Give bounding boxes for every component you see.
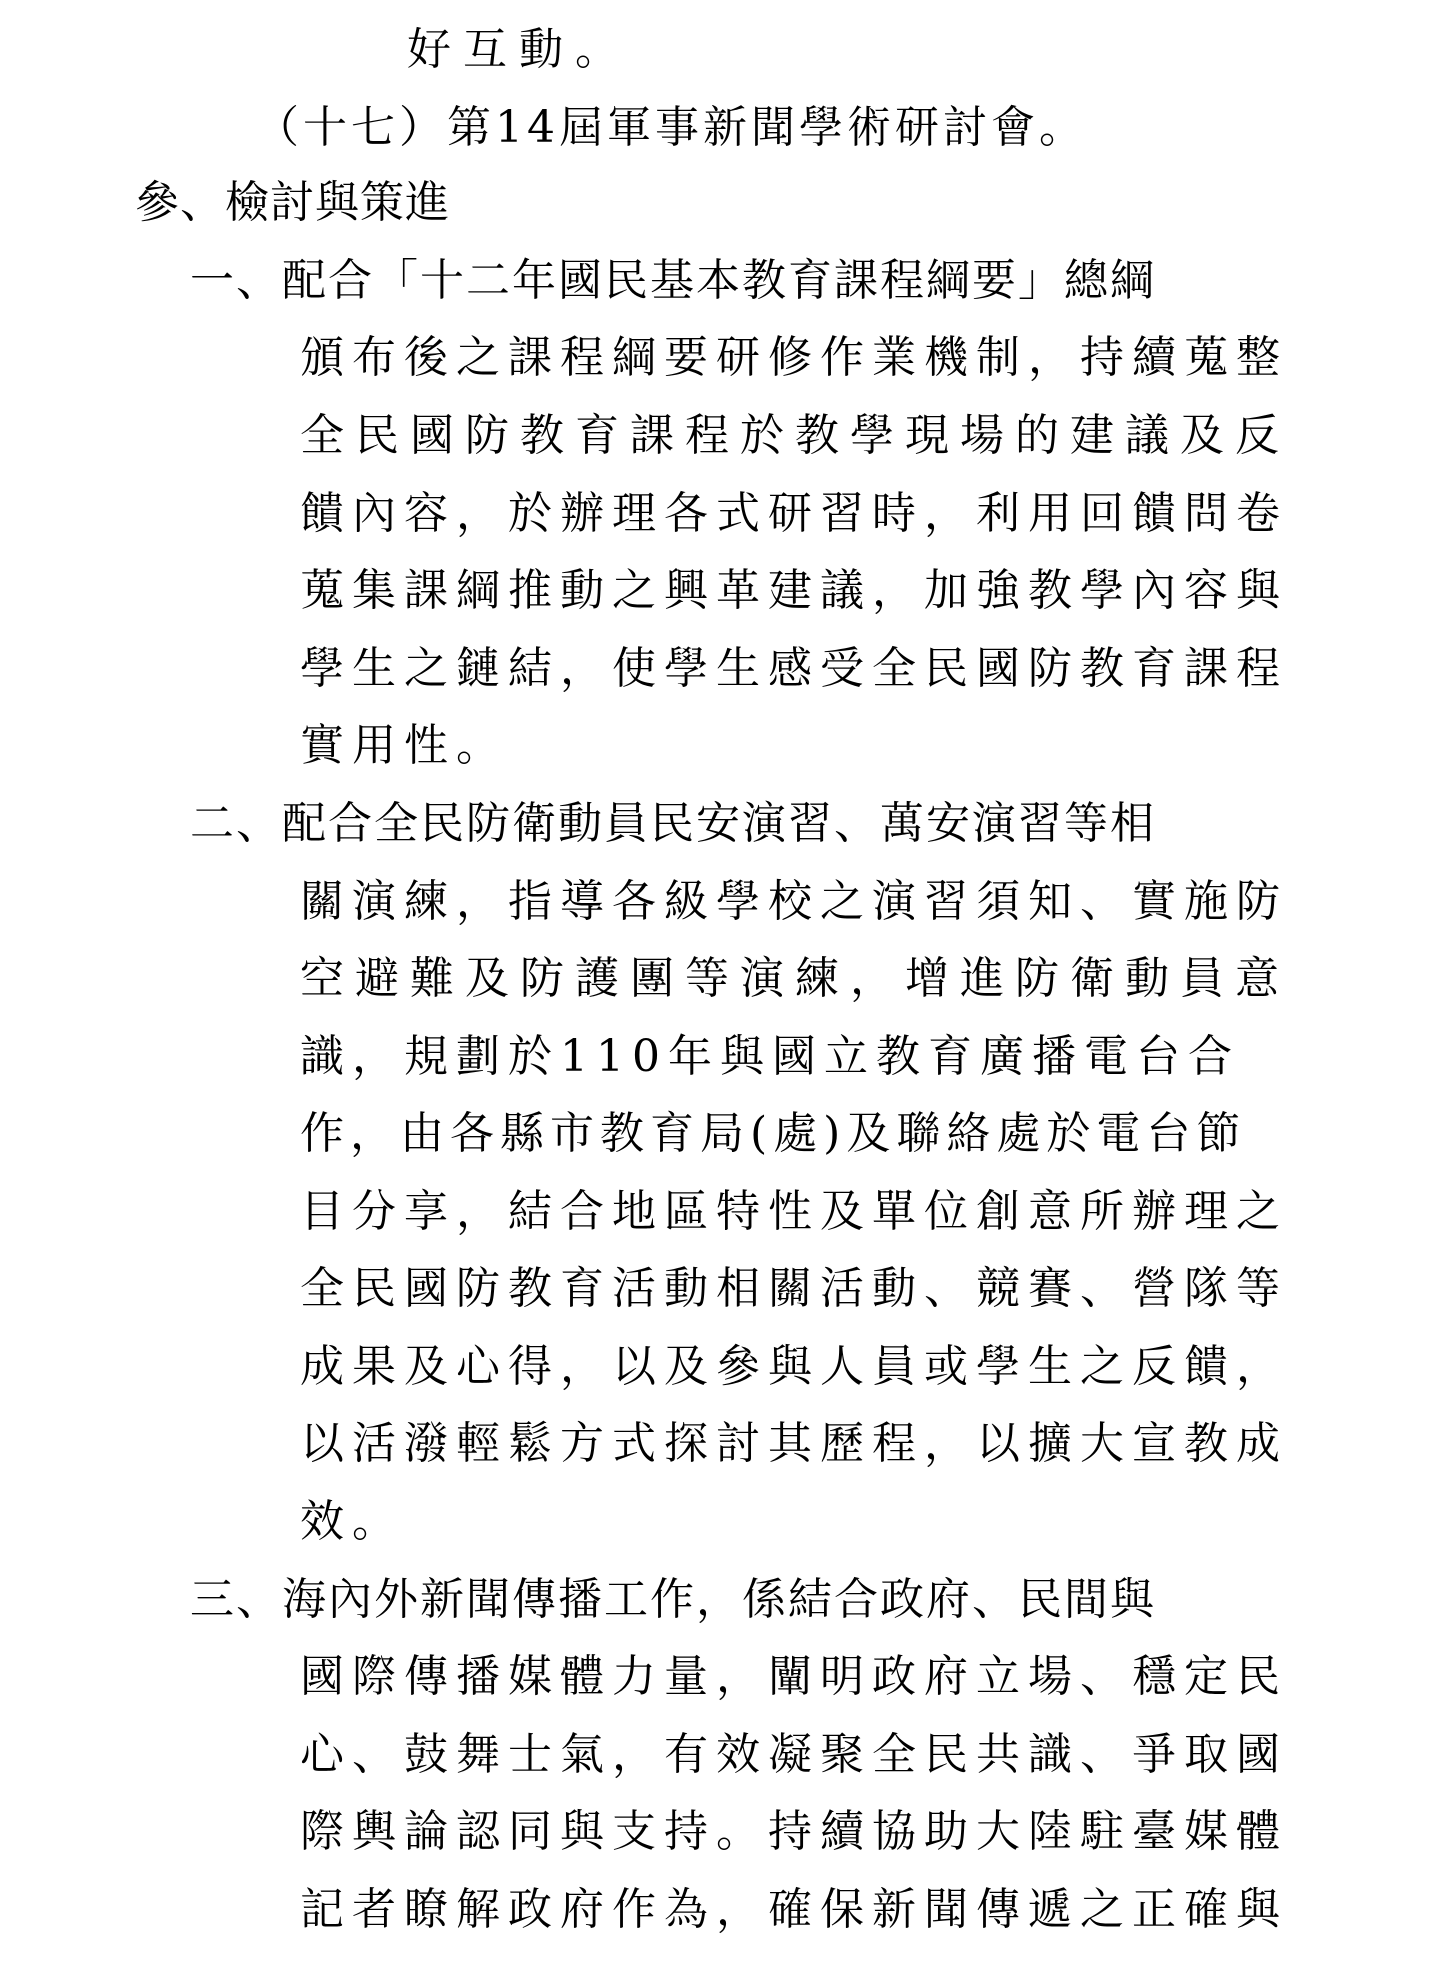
item-3-line: 國際傳播媒體力量，闡明政府立場、穩定民 <box>300 1651 1288 1702</box>
item-2-line: 目分享，結合地區特性及單位創意所辦理之 <box>300 1186 1288 1237</box>
item-2-line: 效。 <box>300 1496 404 1547</box>
item-2-line: 識，規劃於110年與國立教育廣播電台合 <box>300 1031 1240 1082</box>
item-2-line: 全民國防教育活動相關活動、競賽、營隊等 <box>300 1263 1288 1314</box>
item-1-line: 全民國防教育課程於教學現場的建議及反 <box>300 410 1290 461</box>
item-1-line: 實用性。 <box>300 720 508 771</box>
item-3-line: 心、鼓舞士氣，有效凝聚全民共識、爭取國 <box>300 1729 1288 1780</box>
item-1-line: 一、配合「十二年國民基本教育課程綱要」總綱 <box>190 255 1156 306</box>
item-1-line: 蒐集課綱推動之興革建議，加強教學內容與 <box>300 565 1288 616</box>
item-2-line: 成果及心得，以及參與人員或學生之反饋， <box>300 1341 1288 1392</box>
item-3-line: 記者瞭解政府作為，確保新聞傳遞之正確與 <box>300 1884 1288 1935</box>
item-1-line: 學生之鏈結，使學生感受全民國防教育課程 <box>300 643 1288 694</box>
item-3-line: 三、海內外新聞傳播工作，係結合政府、民間與 <box>190 1574 1156 1625</box>
item-2-line: 以活潑輕鬆方式探討其歷程，以擴大宣教成 <box>300 1418 1288 1469</box>
item-17-line: （十七）第14屆軍事新聞學術研討會。 <box>255 102 1087 153</box>
continuation-line: 好互動。 <box>407 24 631 75</box>
item-2-line: 二、配合全民防衛動員民安演習、萬安演習等相 <box>190 798 1156 849</box>
item-1-line: 頒布後之課程綱要研修作業機制，持續蒐整 <box>300 332 1288 383</box>
item-2-line: 作，由各縣市教育局(處)及聯絡處於電台節 <box>300 1108 1247 1159</box>
item-2-line: 關演練，指導各級學校之演習須知、實施防 <box>300 876 1288 927</box>
section-heading: 參、檢討與策進 <box>135 177 450 228</box>
item-2-line: 空避難及防護團等演練，增進防衛動員意 <box>300 953 1290 1004</box>
item-3-line: 際輿論認同與支持。持續協助大陸駐臺媒體 <box>300 1806 1288 1857</box>
item-1-line: 饋內容，於辦理各式研習時，利用回饋問卷 <box>300 488 1288 539</box>
